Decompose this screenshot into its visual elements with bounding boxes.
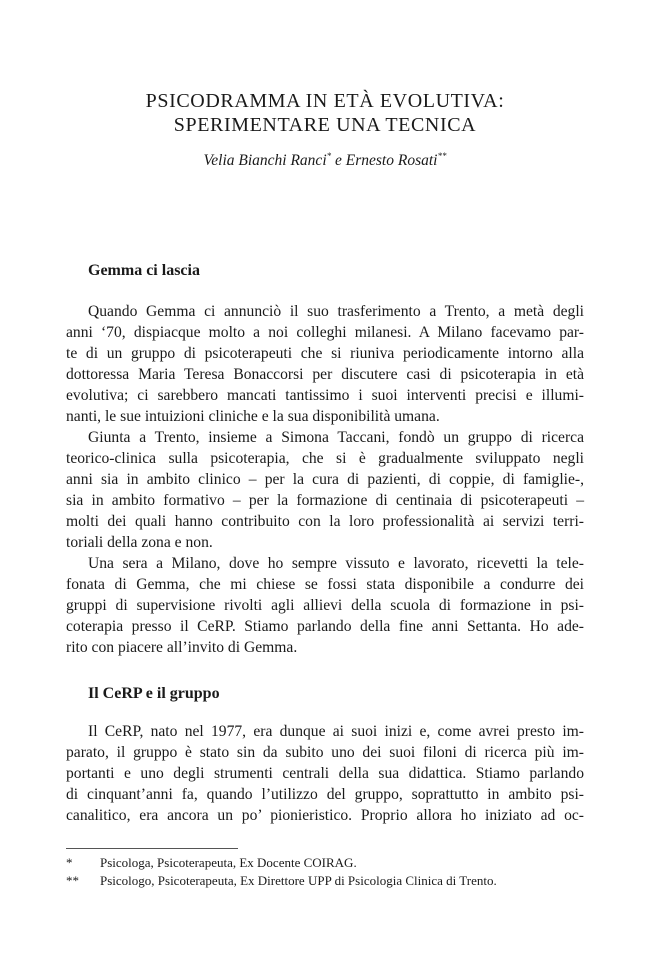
section-heading-2: Il CeRP e il gruppo	[88, 685, 220, 702]
body-line: Giunta a Trento, insieme a Simona Taccani, fondò un gruppo di ricerca	[88, 429, 584, 446]
body-line: di cinquant’anni fa, quando l’utilizzo del gruppo, soprattutto in ambito psi-	[66, 786, 584, 803]
body-line: Il CeRP, nato nel 1977, era dunque ai suoi inizi e, come avrei presto im-	[88, 723, 584, 740]
chapter-title	[0, 89, 650, 137]
body-line: coterapia presso il CeRP. Stiamo parlando della fine anni Settanta. Ho ade-	[66, 618, 584, 635]
body-line: anni sia in ambito clinico – per la cura di pazienti, di coppie, di famiglie-,	[66, 471, 584, 488]
authors-connector: e	[331, 152, 346, 169]
author-1-name: Velia Bianchi Ranci	[203, 152, 327, 169]
chapter-authors	[0, 151, 650, 170]
body-line: te di un gruppo di psicoterapeuti che si riuniva periodicamente intorno alla	[66, 345, 584, 362]
footnote-1-mark: *	[66, 855, 73, 870]
author-2-name: Ernesto Rosati	[345, 152, 438, 169]
body-line: rito con piacere all’invito di Gemma.	[66, 639, 298, 656]
footnote-1	[66, 855, 357, 871]
footnote-divider	[66, 848, 238, 849]
body-line: Quando Gemma ci annunciò il suo trasferimento a Trento, a metà degli	[88, 303, 584, 320]
section-heading-1: Gemma ci lascia	[88, 262, 200, 279]
body-line: sia in ambito formativo – per la formazione di centinaia di psicoterapeuti –	[66, 492, 584, 509]
body-line: evolutiva; ci sarebbero mancati tantissimo i suoi interventi precisi e illumi-	[66, 387, 584, 404]
footnote-1-text: Psicologa, Psicoterapeuta, Ex Docente COIRAG.	[100, 855, 357, 870]
body-line: anni ‘70, dispiacque molto a noi colleghi milanesi. A Milano facevamo par-	[66, 324, 584, 341]
author-1-footnote-mark: *	[326, 151, 332, 161]
chapter-title-line-1: PSICODRAMMA IN ETÀ EVOLUTIVA:	[145, 90, 505, 112]
body-line: gruppi di supervisione rivolti agli allievi della scuola di formazione in psi-	[66, 597, 584, 614]
body-line: toriali della zona e non.	[66, 534, 213, 551]
footnote-2-mark: **	[66, 873, 79, 888]
body-line: canalitico, era ancora un po’ pionieristico. Proprio allora ho iniziato ad oc-	[66, 807, 584, 824]
body-line: molti dei quali hanno contribuito con la loro professionalità ai servizi terri-	[66, 513, 584, 530]
body-line: fonata di Gemma, che mi chiese se fossi stata disponibile a condurre dei	[66, 576, 584, 593]
author-2-footnote-mark: **	[437, 151, 447, 161]
body-line: teorico-clinica sulla psicoterapia, che si è gradualmente sviluppato negli	[66, 450, 584, 467]
footnote-2-text: Psicologo, Psicoterapeuta, Ex Direttore UPP di Psicologia Clinica di Trento.	[100, 873, 497, 888]
body-line: nanti, le sue intuizioni cliniche e la sua disponibilità umana.	[66, 408, 440, 425]
body-line: portanti e uno degli strumenti centrali della sua didattica. Stiamo parlando	[66, 765, 584, 782]
body-line: dottoressa Maria Teresa Bonaccorsi per discutere casi di psicoterapia in età	[66, 366, 584, 383]
body-line: parato, il gruppo è stato sin da subito uno dei suoi filoni di ricerca più im-	[66, 744, 584, 761]
chapter-title-line-2: SPERIMENTARE UNA TECNICA	[173, 114, 477, 136]
body-line: Una sera a Milano, dove ho sempre vissuto e lavorato, ricevetti la tele-	[88, 555, 584, 572]
footnote-2	[66, 873, 497, 889]
